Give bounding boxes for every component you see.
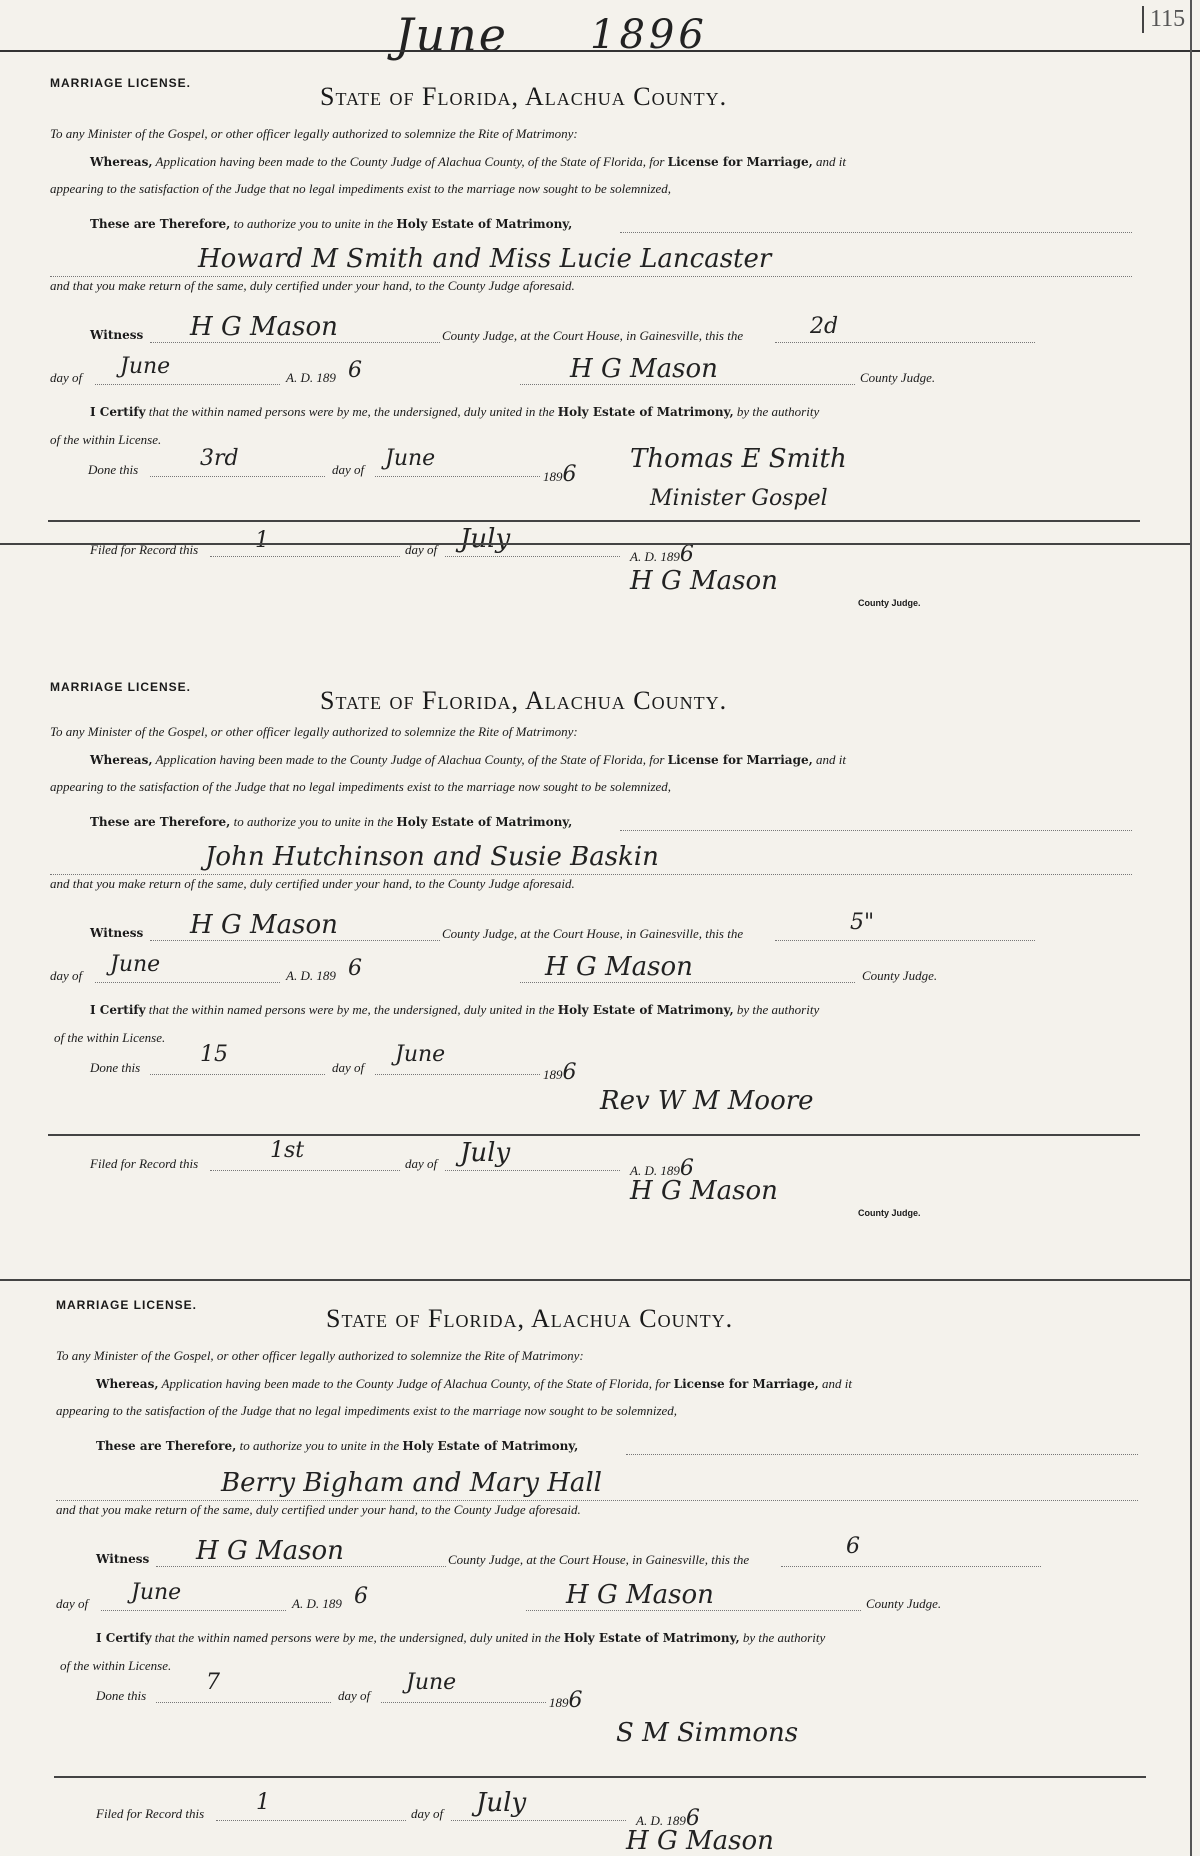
issue-month: June bbox=[110, 952, 161, 977]
witness-label: Witness bbox=[90, 328, 144, 342]
judge-signature: H G Mason bbox=[570, 354, 718, 384]
these-are-line: These are Therefore, to authorize you to unite in the Holy Estate of Matrimony, bbox=[90, 216, 573, 231]
witness-label: Witness bbox=[90, 926, 144, 940]
filed-signature: H G Mason bbox=[630, 566, 778, 596]
license-heading: MARRIAGE LICENSE. bbox=[50, 76, 192, 90]
license-heading: MARRIAGE LICENSE. bbox=[56, 1298, 198, 1312]
header-rule bbox=[0, 50, 1200, 52]
of-license-text: of the within License. bbox=[60, 1658, 172, 1673]
filed-month: July bbox=[476, 1788, 527, 1818]
filed-signature: H G Mason bbox=[626, 1826, 774, 1856]
filed-day: 1 bbox=[255, 528, 269, 553]
done-month: June bbox=[385, 446, 436, 471]
section-divider bbox=[54, 1776, 1146, 1778]
couple-names: Howard M Smith and Miss Lucie Lancaster bbox=[198, 244, 772, 274]
certify-line: I Certify that the within named persons were by me, the undersigned, duly united in the Holy Estate of Matrimony, by the authority bbox=[90, 404, 820, 419]
done-year: 1896 bbox=[543, 462, 577, 487]
done-this-label: Done this bbox=[96, 1688, 147, 1703]
issue-month: June bbox=[131, 1580, 182, 1605]
filed-month: July bbox=[460, 1138, 511, 1168]
witness-name: H G Mason bbox=[190, 910, 338, 940]
judge-signature: H G Mason bbox=[566, 1580, 714, 1610]
day-of-label-2: day of bbox=[332, 462, 365, 477]
done-this-label: Done this bbox=[88, 462, 139, 477]
header-year: 1896 bbox=[590, 12, 708, 58]
of-license-text: of the within License. bbox=[54, 1030, 166, 1045]
license-separator-2 bbox=[0, 1279, 1190, 1281]
done-month: June bbox=[406, 1670, 457, 1695]
done-year: 1896 bbox=[549, 1688, 583, 1713]
section-divider bbox=[48, 1134, 1140, 1136]
issue-day: 2d bbox=[810, 314, 839, 339]
whereas-line: Whereas, Application having been made to the County Judge of Alachua County, of the State of Florida, for License for Marriage, and it bbox=[90, 154, 847, 169]
done-this-label: Done this bbox=[90, 1060, 141, 1075]
filed-day: 1st bbox=[270, 1138, 305, 1163]
appearing-text: appearing to the satisfaction of the Judge that no legal impediments exist to the marriage now sought to be solemnized, bbox=[50, 779, 672, 794]
appearing-text: appearing to the satisfaction of the Judge that no legal impediments exist to the marriage now sought to be solemnized, bbox=[50, 181, 672, 196]
certify-line: I Certify that the within named persons were by me, the undersigned, duly united in the Holy Estate of Matrimony, by the authority bbox=[96, 1630, 826, 1645]
intro-text: To any Minister of the Gospel, or other officer legally authorized to solemnize the Rite of Matrimony: bbox=[50, 724, 578, 739]
filed-year: A. D. 1896 bbox=[636, 1806, 700, 1831]
filed-label: Filed for Record this bbox=[90, 542, 199, 557]
ad-label: A. D. 189 bbox=[292, 1596, 342, 1611]
issue-day: 5" bbox=[850, 910, 875, 935]
county-judge-label: County Judge. bbox=[866, 1596, 942, 1611]
filed-year: A. D. 1896 bbox=[630, 1156, 694, 1181]
day-of-label-3: day of bbox=[405, 542, 438, 557]
state-title: State of Florida, Alachua County. bbox=[320, 686, 728, 715]
ad-label: A. D. 189 bbox=[286, 370, 336, 385]
day-of-label-3: day of bbox=[405, 1156, 438, 1171]
county-judge-at-text: County Judge, at the Court House, in Gainesville, this the bbox=[448, 1552, 750, 1567]
certify-line: I Certify that the within named persons were by me, the undersigned, duly united in the Holy Estate of Matrimony, by the authority bbox=[90, 1002, 820, 1017]
officiant-signature: Thomas E Smith bbox=[630, 444, 847, 474]
page-edge-line bbox=[1190, 0, 1192, 1856]
state-title: State of Florida, Alachua County. bbox=[326, 1304, 734, 1333]
whereas-line: Whereas, Application having been made to the County Judge of Alachua County, of the State of Florida, for License for Marriage, and it bbox=[90, 752, 847, 767]
done-day: 7 bbox=[206, 1670, 220, 1695]
couple-names: John Hutchinson and Susie Baskin bbox=[205, 842, 659, 872]
couple-names: Berry Bigham and Mary Hall bbox=[221, 1468, 602, 1498]
header-month: June bbox=[395, 8, 508, 62]
filed-month: July bbox=[460, 524, 511, 554]
day-of-label-3: day of bbox=[411, 1806, 444, 1821]
these-are-line: These are Therefore, to authorize you to unite in the Holy Estate of Matrimony, bbox=[96, 1438, 579, 1453]
state-title: State of Florida, Alachua County. bbox=[320, 82, 728, 111]
filed-signature: H G Mason bbox=[630, 1176, 778, 1206]
filed-label: Filed for Record this bbox=[96, 1806, 205, 1821]
county-judge-caption: County Judge. bbox=[858, 598, 921, 608]
whereas-line: Whereas, Application having been made to the County Judge of Alachua County, of the State of Florida, for License for Marriage, and it bbox=[96, 1376, 853, 1391]
filed-day: 1 bbox=[256, 1790, 270, 1815]
section-divider bbox=[48, 520, 1140, 522]
done-month: June bbox=[395, 1042, 446, 1067]
county-judge-caption: County Judge. bbox=[858, 1208, 921, 1218]
officiant-signature: Rev W M Moore bbox=[600, 1086, 814, 1116]
day-of-label: day of bbox=[50, 968, 83, 983]
county-judge-label: County Judge. bbox=[860, 370, 936, 385]
done-year: 1896 bbox=[543, 1060, 577, 1085]
done-day: 15 bbox=[200, 1042, 228, 1067]
done-day: 3rd bbox=[200, 446, 239, 471]
return-text: and that you make return of the same, duly certified under your hand, to the County Judge aforesaid. bbox=[50, 278, 575, 293]
county-judge-label: County Judge. bbox=[862, 968, 938, 983]
page-number: 115 bbox=[1142, 6, 1185, 33]
of-license-text: of the within License. bbox=[50, 432, 162, 447]
county-judge-at-text: County Judge, at the Court House, in Gainesville, this the bbox=[442, 926, 744, 941]
day-of-label-2: day of bbox=[332, 1060, 365, 1075]
officiant-signature: S M Simmons bbox=[616, 1718, 799, 1748]
license-separator-1 bbox=[0, 543, 1190, 545]
return-text: and that you make return of the same, duly certified under your hand, to the County Judge aforesaid. bbox=[56, 1502, 581, 1517]
county-judge-at-text: County Judge, at the Court House, in Gainesville, this the bbox=[442, 328, 744, 343]
witness-label: Witness bbox=[96, 1552, 150, 1566]
these-are-line: These are Therefore, to authorize you to unite in the Holy Estate of Matrimony, bbox=[90, 814, 573, 829]
appearing-text: appearing to the satisfaction of the Judge that no legal impediments exist to the marriage now sought to be solemnized, bbox=[56, 1403, 678, 1418]
intro-text: To any Minister of the Gospel, or other officer legally authorized to solemnize the Rite of Matrimony: bbox=[50, 126, 578, 141]
issue-year-digit: 6 bbox=[348, 956, 362, 981]
issue-year-digit: 6 bbox=[348, 358, 362, 383]
issue-month: June bbox=[120, 354, 171, 379]
page-header bbox=[0, 0, 1200, 60]
officiant-title: Minister Gospel bbox=[650, 486, 828, 511]
witness-name: H G Mason bbox=[190, 312, 338, 342]
day-of-label: day of bbox=[56, 1596, 89, 1611]
issue-year-digit: 6 bbox=[354, 1584, 368, 1609]
filed-label: Filed for Record this bbox=[90, 1156, 199, 1171]
filed-year: A. D. 1896 bbox=[630, 542, 694, 567]
return-text: and that you make return of the same, duly certified under your hand, to the County Judge aforesaid. bbox=[50, 876, 575, 891]
issue-day: 6 bbox=[846, 1534, 860, 1559]
intro-text: To any Minister of the Gospel, or other officer legally authorized to solemnize the Rite of Matrimony: bbox=[56, 1348, 584, 1363]
ad-label: A. D. 189 bbox=[286, 968, 336, 983]
witness-name: H G Mason bbox=[196, 1536, 344, 1566]
license-heading: MARRIAGE LICENSE. bbox=[50, 680, 192, 694]
judge-signature: H G Mason bbox=[545, 952, 693, 982]
day-of-label: day of bbox=[50, 370, 83, 385]
day-of-label-2: day of bbox=[338, 1688, 371, 1703]
